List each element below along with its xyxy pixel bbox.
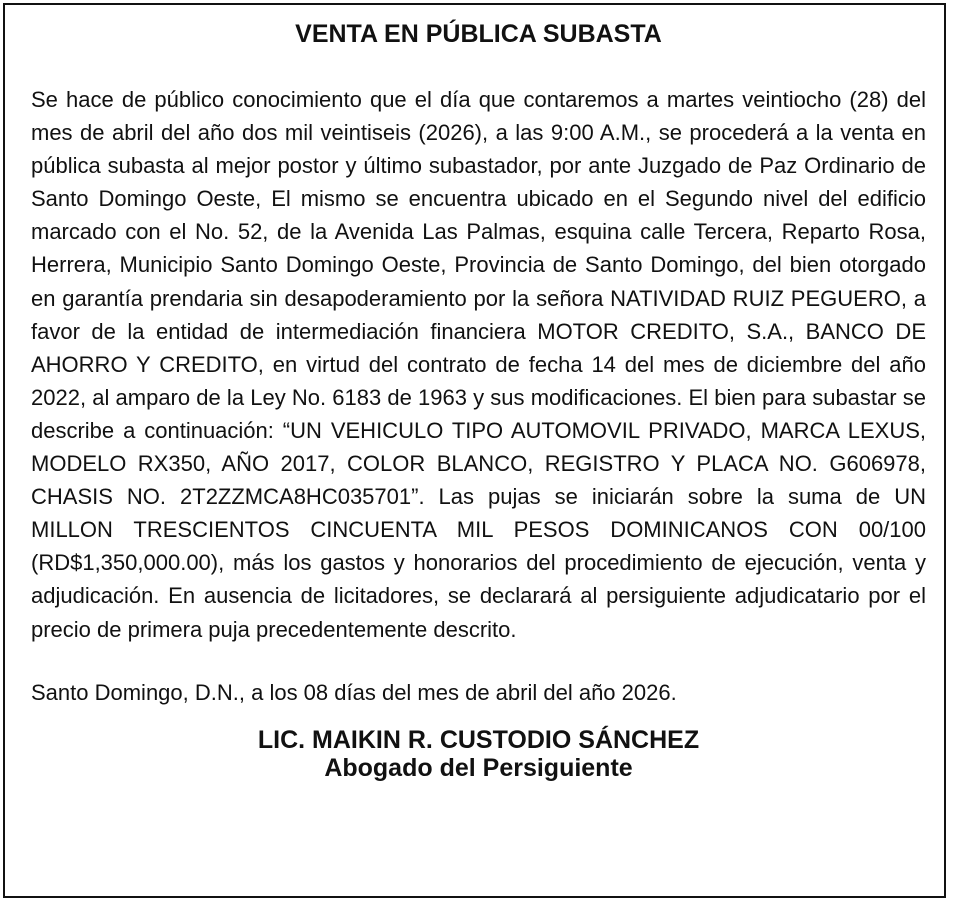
signer-name: LIC. MAIKIN R. CUSTODIO SÁNCHEZ — [257, 725, 700, 754]
notice-title: VENTA EN PÚBLICA SUBASTA — [295, 20, 662, 48]
signer-role: Abogado del Persiguiente — [324, 753, 633, 782]
notice-frame — [3, 3, 946, 898]
notice-content — [31, 17, 926, 782]
notice-body: Se hace de público conocimiento que el día que contaremos a martes veintiocho (28) del mes de abril del año dos mil veintiseis (2026), a las 9:00 A.M., se procederá a la venta en pública subasta al mejor postor y último subastador, por ante Juzgado de Paz Ordinario de Santo Domingo Oeste, El mismo se encuentra ubicado en el Segundo nivel del edificio marcado con el No. 52, de la Avenida Las Palmas, esquina calle Tercera, Reparto Rosa, Herrera, Municipio Santo Domingo Oeste, Provincia de Santo Domingo, del bien otorgado en garantía prendaria sin desapoderamiento por la señora NATIVIDAD RUIZ PEGUERO, a favor de la entidad de intermediación financiera MOTOR CREDITO, S.A., BANCO DE AHORRO Y CREDITO, en virtud del contrato de fecha 14 del mes de diciembre del año 2022, al amparo de la Ley No. 6183 de 1963 y sus modificaciones. El bien para subastar se describe a continuación: “UN VEHICULO TIPO AUTOMOVIL PRIVADO, MARCA LEXUS, MODELO RX350, AÑO 2017, COLOR BLANCO, REGISTRO Y PLACA NO. G606978, CHASIS NO. 2T2ZZMCA8HC035701”. Las pujas se iniciarán sobre la suma de UN MILLON TRESCIENTOS CINCUENTA MIL PESOS DOMINICANOS CON 00/100 (RD$1,350,000.00), más los gastos y honorarios del procedimiento de ejecución, venta y adjudicación. En ausencia de licitadores, se declarará al persiguiente adjudicatario por el precio de primera puja precedentemente descrito. — [31, 87, 926, 642]
place-date: Santo Domingo, D.N., a los 08 días del mes de abril del año 2026. — [31, 679, 677, 705]
signature-block — [31, 726, 926, 782]
